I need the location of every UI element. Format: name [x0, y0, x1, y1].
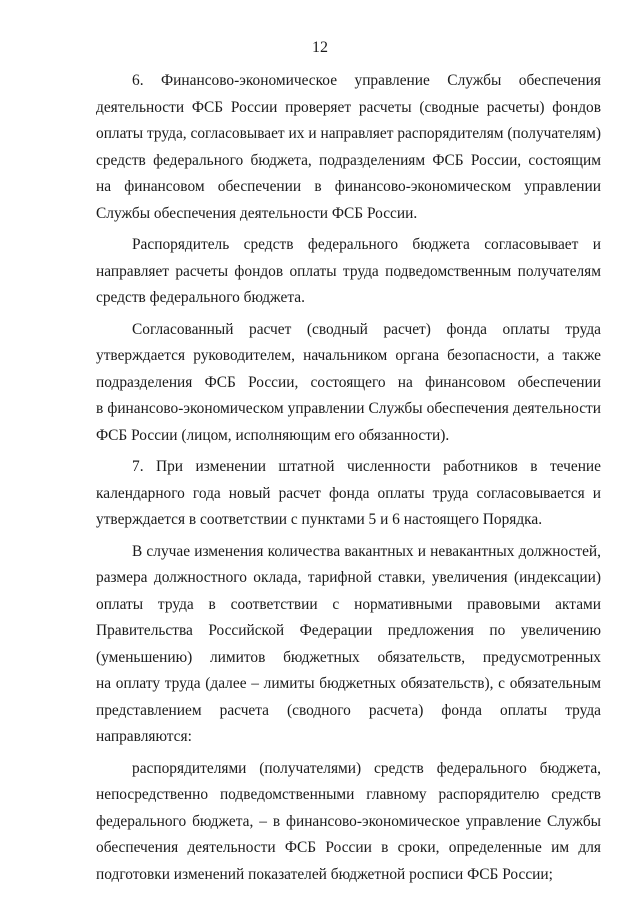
text-line: подразделения ФСБ России, состоящего на финансовом обеспечении [96, 373, 601, 391]
text-line: оплаты труда в соответствии с нормативными правовыми актами [96, 595, 601, 613]
text-line: направляет расчеты фондов оплаты труда подведомственным получателям [96, 262, 601, 280]
text-line: представлением расчета (сводного расчета) фонда оплаты труда [96, 701, 601, 719]
text-line: на финансовом обеспечении в финансово-экономическом управлении [96, 178, 601, 195]
text-line: В случае изменения количества вакантных и невакантных должностей, [132, 542, 601, 560]
text-line: направляются: [96, 728, 192, 745]
text-line: в финансово-экономическом управлении Службы обеспечения деятельности [96, 400, 601, 417]
text-line: деятельности ФСБ России проверяет расчеты (сводные расчеты) фондов [96, 98, 601, 116]
text-line: оплаты труда, согласовывает их и направляет распорядителям (получателям) [96, 125, 601, 142]
text-line: обеспечения деятельности ФСБ России в сроки, определенные им для [96, 839, 601, 856]
document-body [96, 68, 601, 888]
text-line: федерального бюджета, – в финансово-экономическое управление Службы [96, 812, 601, 830]
text-line: (уменьшению) лимитов бюджетных обязательств, предусмотренных [96, 648, 601, 666]
text-line: Правительства Российской Федерации предложения по увеличению [96, 622, 601, 639]
text-line: утверждается в соответствии с пунктами 5 и 6 настоящего Порядка. [96, 511, 543, 528]
text-line: Службы обеспечения деятельности ФСБ России. [96, 204, 418, 222]
text-line: утверждается руководителем, начальником органа безопасности, а также [96, 347, 601, 364]
text-line: календарного года новый расчет фонда оплаты труда согласовывается и [96, 484, 601, 502]
text-line: размера должностного оклада, тарифной ставки, увеличения (индексации) [96, 569, 601, 586]
text-line: распорядителями (получателями) средств федерального бюджета, [132, 759, 601, 777]
text-line: 6. Финансово-экономическое управление Службы обеспечения [132, 72, 601, 89]
text-line: средств федерального бюджета. [96, 289, 305, 306]
text-line: на оплату труда (далее – лимиты бюджетных обязательств), с обязательным [96, 675, 601, 692]
text-line: подготовки изменений показателей бюджетной росписи ФСБ России; [96, 865, 553, 883]
text-line: 7. При изменении штатной численности работников в течение [132, 458, 601, 475]
text-line: непосредственно подведомственными главному распорядителю средств [96, 786, 601, 803]
text-line: ФСБ России (лицом, исполняющим его обязанности). [96, 426, 450, 444]
text-line: средств федерального бюджета, подразделениям ФСБ России, состоящим [96, 151, 601, 169]
text-line: Согласованный расчет (сводный расчет) фонда оплаты труда [132, 320, 601, 338]
page-number: 12 [312, 39, 328, 56]
text-line: Распорядитель средств федерального бюджета согласовывает и [132, 236, 601, 253]
